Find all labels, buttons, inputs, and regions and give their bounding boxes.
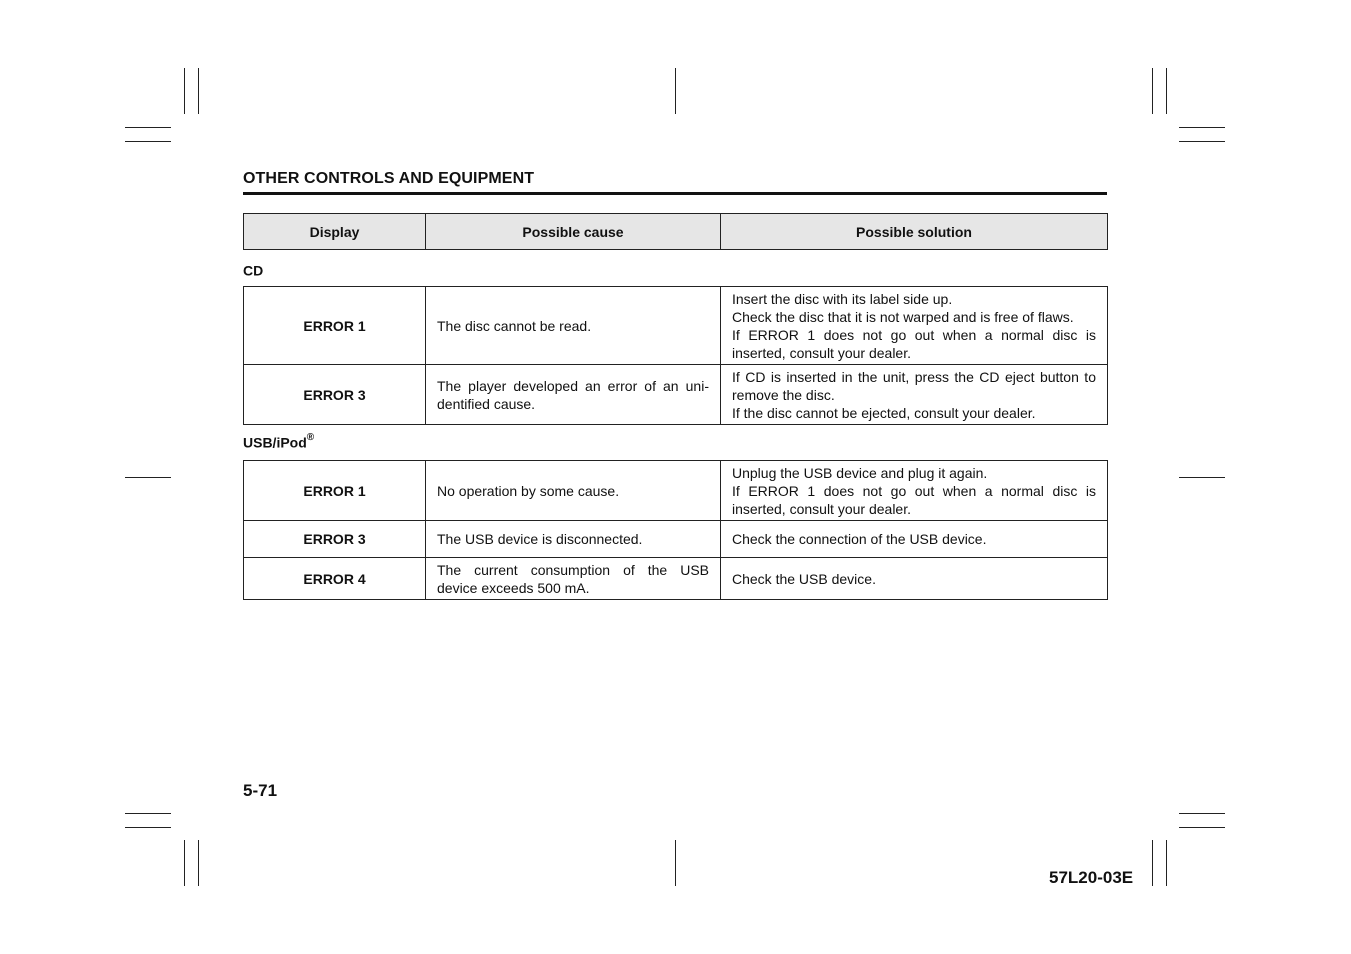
cause-line: device exceeds 500 mA. <box>437 579 590 596</box>
crop-mark <box>675 68 676 114</box>
table-row <box>244 558 1108 600</box>
crop-mark <box>125 813 171 814</box>
possible-solution <box>721 558 1108 600</box>
table-row <box>244 521 1108 558</box>
table-row <box>244 461 1108 521</box>
possible-cause <box>426 558 721 600</box>
column-header-cause: Possible cause <box>426 214 721 250</box>
crop-mark <box>1179 141 1225 142</box>
error-code: ERROR 3 <box>244 521 426 558</box>
document-code: 57L20-03E <box>1049 868 1134 887</box>
possible-cause: No operation by some cause. <box>426 461 721 521</box>
crop-mark <box>125 827 171 828</box>
section-label-cd <box>243 262 263 279</box>
column-header-solution: Possible solution <box>721 214 1108 250</box>
possible-solution <box>721 287 1108 365</box>
possible-cause: The disc cannot be read. <box>426 287 721 365</box>
section-label-usb-ipod <box>243 434 314 451</box>
solution-line: Unplug the USB device and plug it again. <box>732 464 988 481</box>
table-header <box>243 213 1108 250</box>
possible-solution <box>721 365 1108 425</box>
possible-cause: The USB device is disconnected. <box>426 521 721 558</box>
page-number: 5-71 <box>243 781 278 800</box>
solution-line: inserted, consult your dealer. <box>732 500 911 517</box>
crop-mark <box>1179 477 1225 478</box>
crop-mark <box>1179 827 1225 828</box>
crop-mark <box>1166 68 1167 114</box>
error-code: ERROR 1 <box>244 461 426 521</box>
title-rule <box>243 192 1107 195</box>
crop-mark <box>1166 840 1167 886</box>
crop-mark <box>125 141 171 142</box>
cause-line: The current consumption of the USB <box>437 561 709 578</box>
possible-solution <box>721 521 1108 558</box>
column-header-display: Display <box>244 214 426 250</box>
solution-line: If the disc cannot be ejected, consult your dealer. <box>732 404 1036 421</box>
solution-line: Check the disc that it is not warped and is free of flaws. <box>732 308 1074 325</box>
error-code: ERROR 3 <box>244 365 426 425</box>
error-code: ERROR 1 <box>244 287 426 365</box>
cause-line: The player developed an error of an uni- <box>437 377 709 394</box>
crop-mark <box>198 840 199 886</box>
error-table-cd <box>243 286 1108 425</box>
error-code: ERROR 4 <box>244 558 426 600</box>
solution-line: If ERROR 1 does not go out when a normal disc is <box>732 482 1096 499</box>
crop-mark <box>1152 840 1153 886</box>
crop-mark <box>125 477 171 478</box>
crop-mark <box>1152 68 1153 114</box>
solution-line: Check the USB device. <box>732 570 876 587</box>
crop-mark <box>184 840 185 886</box>
table-row <box>244 365 1108 425</box>
error-table-usb <box>243 460 1108 600</box>
section-label-text: USB/iPod <box>243 434 307 451</box>
table-row <box>244 287 1108 365</box>
crop-mark <box>198 68 199 114</box>
page-title: OTHER CONTROLS AND EQUIPMENT <box>243 170 535 187</box>
solution-line: remove the disc. <box>732 386 835 403</box>
solution-line: Check the connection of the USB device. <box>732 531 987 547</box>
section-label-text: CD <box>243 262 264 279</box>
crop-mark <box>125 127 171 128</box>
solution-line: Insert the disc with its label side up. <box>732 290 953 307</box>
crop-mark <box>1179 127 1225 128</box>
solution-line: If CD is inserted in the unit, press the CD eject button to <box>732 368 1096 385</box>
solution-line: inserted, consult your dealer. <box>732 344 911 361</box>
crop-mark <box>184 68 185 114</box>
crop-mark <box>675 840 676 886</box>
section-label-sup: ® <box>306 432 315 443</box>
possible-solution <box>721 461 1108 521</box>
cause-line: dentified cause. <box>437 395 536 412</box>
solution-line: If ERROR 1 does not go out when a normal disc is <box>732 326 1096 343</box>
crop-mark <box>1179 813 1225 814</box>
possible-cause <box>426 365 721 425</box>
